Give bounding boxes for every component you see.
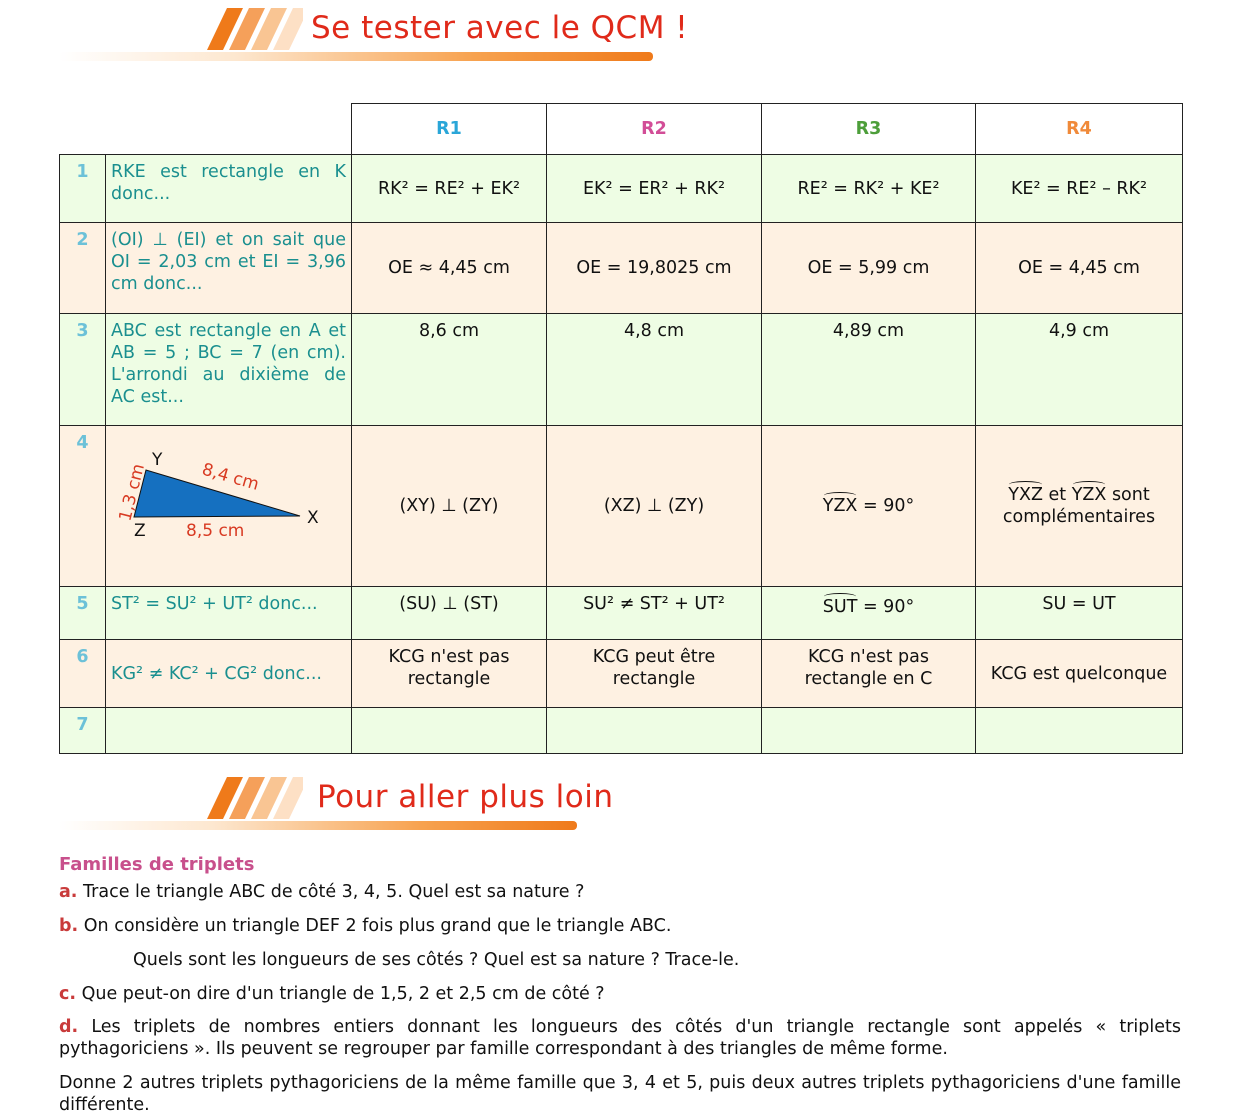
banner-title: Se tester avec le QCM ! — [311, 10, 689, 46]
question-row-5 — [60, 587, 1183, 640]
item-text: Quels sont les longueurs de ses côtés ? Quel est sa nature ? Trace-le. — [133, 950, 740, 970]
item-d — [59, 1016, 1181, 1060]
item-label: d. — [59, 1017, 79, 1037]
answer-r1[interactable]: (SU) ⊥ (ST) — [352, 587, 547, 640]
header-r2: R2 — [547, 104, 762, 155]
question-number: 3 — [60, 314, 106, 426]
header-r4: R4 — [976, 104, 1183, 155]
question-row-7 — [60, 708, 1183, 754]
answer-r4[interactable]: 4,9 cm — [976, 314, 1183, 426]
item-text: Les triplets de nombres entiers donnant les longueurs des côtés d'un triangle rectangle sont appelés « triplets pythagoriciens ». Ils peuvent se regrouper par famille correspondant à des triangles de même forme. — [59, 1017, 1181, 1059]
answer-r4-mid: et — [1042, 485, 1072, 505]
question-number: 4 — [60, 426, 106, 587]
question-text: ST² = SU² + UT² donc... — [106, 587, 352, 640]
question-row-4 — [60, 426, 1183, 587]
answer-r2[interactable]: KCG peut être rectangle — [547, 640, 762, 708]
answer-r3-rest: = 90° — [857, 597, 915, 617]
angle-yzx: YZX — [822, 496, 858, 516]
answer-r4-rest: sont complémentaires — [1002, 485, 1156, 527]
angle-yxz: YXZ — [1008, 485, 1043, 505]
side-zy-label: 1,3 cm — [115, 461, 149, 524]
question-row-2 — [60, 223, 1183, 314]
item-text: Donne 2 autres triplets pythagoriciens de la même famille que 3, 4 et 5, puis deux autres triplets pythagoriciens d'une famille différente. — [59, 1073, 1181, 1115]
question-text: ABC est rectangle en A et AB = 5 ; BC = 7 (en cm). L'arrondi au dixième de AC est... — [106, 314, 352, 426]
answer-r3[interactable]: OE = 5,99 cm — [762, 223, 976, 314]
section-heading: Familles de triplets — [59, 854, 255, 875]
answer-r2[interactable]: SU² ≠ ST² + UT² — [547, 587, 762, 640]
answer-r2[interactable]: OE = 19,8025 cm — [547, 223, 762, 314]
answer-r2[interactable]: 4,8 cm — [547, 314, 762, 426]
side-yx-label: 8,4 cm — [199, 459, 262, 495]
answer-r1[interactable] — [352, 708, 547, 754]
item-a — [59, 881, 1181, 903]
answer-r3-rest: = 90° — [857, 496, 915, 516]
stripes-icon — [193, 8, 303, 50]
question-text: KG² ≠ KC² + CG² donc... — [106, 640, 352, 708]
question-text: RKE est rectangle en K donc... — [106, 155, 352, 223]
answer-r3[interactable]: KCG n'est pas rectangle en C — [762, 640, 976, 708]
answer-r1[interactable]: KCG n'est pas rectangle — [352, 640, 547, 708]
answer-r4[interactable] — [976, 426, 1183, 587]
answer-r2[interactable] — [547, 708, 762, 754]
angle-sut: SUT — [822, 597, 858, 617]
question-row-3 — [60, 314, 1183, 426]
side-zx-label: 8,5 cm — [186, 521, 245, 541]
question-row-1 — [60, 155, 1183, 223]
answer-r4[interactable]: SU = UT — [976, 587, 1183, 640]
answer-r1[interactable]: OE ≈ 4,45 cm — [352, 223, 547, 314]
question-text: (OI) ⊥ (EI) et on sait que OI = 2,03 cm et EI = 3,96 cm donc... — [106, 223, 352, 314]
triangle-figure-cell — [106, 426, 352, 587]
item-b-continued — [133, 949, 1181, 971]
stripes-icon — [193, 777, 303, 819]
banner-underline — [59, 821, 577, 830]
item-e — [59, 1072, 1181, 1116]
question-number: 7 — [60, 708, 106, 754]
answer-r1[interactable]: 8,6 cm — [352, 314, 547, 426]
answer-r4[interactable]: KCG est quelconque — [976, 640, 1183, 708]
qcm-table — [59, 103, 1183, 754]
answer-r3[interactable]: RE² = RK² + KE² — [762, 155, 976, 223]
banner-title: Pour aller plus loin — [317, 779, 614, 815]
vertex-y: Y — [152, 450, 163, 470]
question-number: 6 — [60, 640, 106, 708]
item-text: On considère un triangle DEF 2 fois plus grand que le triangle ABC. — [83, 916, 672, 936]
triangle-figure — [106, 426, 351, 576]
answer-r3[interactable] — [762, 426, 976, 587]
item-label: a. — [59, 882, 78, 902]
header-r1: R1 — [352, 104, 547, 155]
question-row-6 — [60, 640, 1183, 708]
header-r3: R3 — [762, 104, 976, 155]
answer-r3[interactable] — [762, 708, 976, 754]
answer-r2[interactable]: (XZ) ⊥ (ZY) — [547, 426, 762, 587]
item-text: Trace le triangle ABC de côté 3, 4, 5. Quel est sa nature ? — [83, 882, 585, 902]
answer-r1[interactable]: RK² = RE² + EK² — [352, 155, 547, 223]
answer-r3[interactable]: 4,89 cm — [762, 314, 976, 426]
question-number: 5 — [60, 587, 106, 640]
question-number: 2 — [60, 223, 106, 314]
answer-r3[interactable] — [762, 587, 976, 640]
item-label: b. — [59, 916, 79, 936]
vertex-x: X — [307, 508, 319, 528]
question-number: 1 — [60, 155, 106, 223]
banner-underline — [59, 52, 653, 61]
item-c — [59, 983, 1181, 1005]
angle-yzx: YZX — [1071, 485, 1107, 505]
item-b — [59, 915, 1181, 937]
answer-r4[interactable]: OE = 4,45 cm — [976, 223, 1183, 314]
answer-r4[interactable] — [976, 708, 1183, 754]
answer-r2[interactable]: EK² = ER² + RK² — [547, 155, 762, 223]
item-text: Que peut-on dire d'un triangle de 1,5, 2 et 2,5 cm de côté ? — [81, 984, 605, 1004]
item-label: c. — [59, 984, 77, 1004]
header-row — [60, 104, 1183, 155]
vertex-z: Z — [134, 521, 146, 541]
answer-r1[interactable]: (XY) ⊥ (ZY) — [352, 426, 547, 587]
answer-r4[interactable]: KE² = RE² – RK² — [976, 155, 1183, 223]
